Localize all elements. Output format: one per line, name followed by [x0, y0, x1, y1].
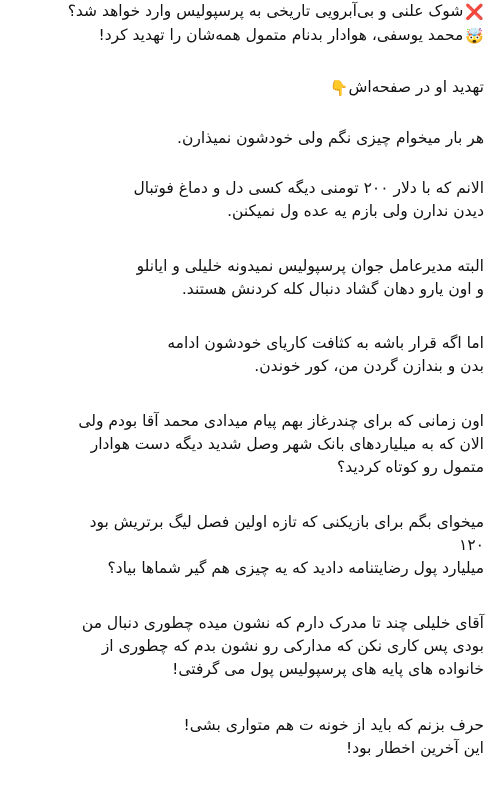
paragraph-line: خانواده های پایه های پرسپولیس پول می گرفتی!: [172, 660, 484, 678]
paragraph-line: الان که به میلیاردهای بانک شهر وصل شدید دیگه دست هوادار: [90, 435, 484, 453]
paragraph-line: میخوای بگم برای بازیکنی که تازه اولین فصل لیگ برتریش بود: [89, 513, 484, 531]
intro-line-1: [22, 76, 484, 100]
intro-line-text: تهدید او در صفحه‌اش: [348, 78, 484, 96]
paragraph-9: [22, 714, 484, 760]
paragraph-line: هر بار میخوام چیزی نگم ولی خودشون نمیذارن.: [177, 129, 484, 147]
paragraph-4: [22, 255, 484, 301]
paragraph-8: [22, 612, 484, 681]
paragraph-line: اون زمانی که برای چندرغاز بهم پیام میدادی محمد آقا بودم ولی: [78, 412, 484, 430]
paragraph-line: بدن و بندازن گردن من، کور خوندن.: [254, 357, 484, 375]
paragraph-7: [22, 511, 484, 580]
paragraph-line: میلیارد پول رضایتنامه دادید که یه چیزی هم گیر شماها بیاد؟: [107, 559, 484, 577]
headline-line-2-text: محمد یوسفی، هوادار بدنام متمول همه‌شان را تهدید کرد!: [98, 26, 464, 44]
paragraph-line: این آخرین اخطار بود!: [345, 739, 484, 757]
paragraph-line: ۱۲۰: [459, 536, 484, 554]
paragraph-line: اما اگه قرار باشه به کثافت کاریای خودشون ادامه: [167, 334, 484, 352]
paragraph-line: حرف بزنم که باید از خونه ت هم متواری بشی!: [183, 716, 484, 734]
headline-line-1: [22, 0, 484, 24]
paragraph-5: [22, 332, 484, 378]
paragraph-line: دیدن ندارن ولی بازم یه عده ول نمیکنن.: [227, 202, 484, 220]
paragraph-line: و اون یارو دهان گشاد دنبال کله کردنش هستند.: [181, 280, 484, 298]
headline-line-1-text: شوک علنی و بی‌آبرویی تاریخی به پرسپولیس وارد خواهد شد؟: [67, 2, 464, 20]
paragraph-line: الانم که با دلار ۲۰۰ تومنی دیگه کسی دل و دماغ فوتبال: [133, 179, 484, 197]
paragraph-3: [22, 177, 484, 223]
paragraph-line: البته مدیرعامل جوان پرسپولیس نمیدونه خلیلی و ایانلو: [136, 257, 484, 275]
headline-line-2: [22, 24, 484, 48]
paragraph-line: متمول رو کوتاه کردید؟: [336, 458, 484, 476]
cross-mark-icon: ❌: [465, 3, 484, 21]
paragraph-line: آقای خلیلی چند تا مدرک دارم که نشون میده چطوری دنبال من: [81, 614, 484, 632]
pointing-down-hand-icon: 👇: [329, 79, 349, 97]
headline: [22, 0, 484, 48]
paragraph-2: [22, 127, 484, 150]
intro-line: [22, 76, 484, 100]
exploding-head-icon: 🤯: [465, 27, 484, 45]
paragraph-line: بودی پس کاری نکن که مدارکی رو نشون بدم که چطوری از: [101, 637, 484, 655]
paragraph-6: [22, 410, 484, 479]
